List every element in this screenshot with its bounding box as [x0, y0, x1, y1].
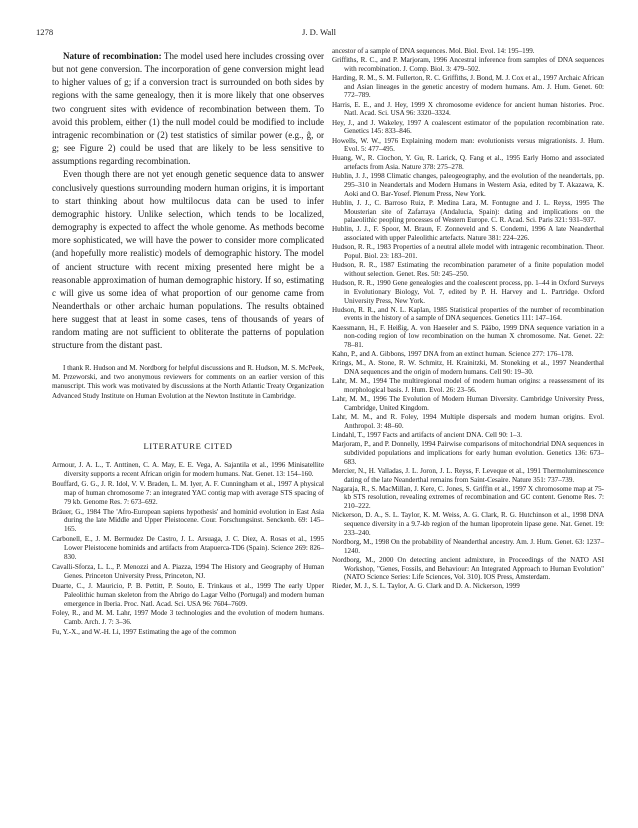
- reference-entry: Duarte, C., J. Mauricio, P. B. Pettitt, P. Souto, E. Trinkaus et al., 1999 The early Upper Paleolithic human skeleton from the Abrigo do Lagar Velho (Portugal) and modern human emergence in Iberia. Proc. Natl. Acad. Sci. USA 96: 7604–7609.: [52, 581, 324, 608]
- reference-entry: Fu, Y.-X., and W.-H. Li, 1997 Estimating the age of the common: [52, 628, 237, 637]
- reference-entry: Lindahl, T., 1997 Facts and artifacts of ancient DNA. Cell 90: 1–3.: [332, 431, 523, 440]
- reference-entry: Bouffard, G. G., J. R. Idol, V. V. Braden, L. M. Iyer, A. F. Cunningham et al., 1997 A physical map of human chromosome 7: an integrated YAC contig map with average STS spacing of 79 kb. Genome Res. 7: 673–692.: [52, 479, 324, 506]
- reference-entry: Foley, R., and M. M. Lahr, 1997 Mode 3 technologies and the evolution of modern humans. Camb. Arch. J. 7: 3–36.: [52, 609, 324, 627]
- reference-list-right: [332, 47, 604, 591]
- reference-entry: Hublin, J. J., F. Spoor, M. Braun, F. Zonneveld and S. Condemi, 1996 A late Neanderthal associated with upper Paleolithic artefacts. Nature 381: 224–226.: [332, 225, 604, 243]
- reference-entry: Howells, W. W., 1976 Explaining modern man: evolutionists versus migrationists. J. Hum. Evol. 5: 477–495.: [332, 136, 604, 154]
- reference-entry: Harris, E. E., and J. Hey, 1999 X chromosome evidence for ancient human histories. Proc. Natl. Acad. Sci. USA 96: 3320–3324.: [332, 100, 604, 118]
- reference-entry: Nagaraja, R., S. MacMillan, J. Kere, C. Jones, S. Griffin et al., 1997 X chromosome map at 75-kb STS resolution, revealing extremes of recombination and GC content. Genome Res. 7: 210–222.: [332, 484, 604, 511]
- literature-cited-heading: LITERATURE CITED: [143, 440, 233, 451]
- reference-entry: Mercier, N., H. Valladas, J. L. Joron, J. L. Reyss, F. Leveque et al., 1991 Thermoluminescence dating of the late Neanderthal remains from Saint-Cesaire. Nature 351: 737–739.: [332, 466, 604, 484]
- reference-entry: Hudson, R. R., 1990 Gene genealogies and the coalescent process, pp. 1–44 in Oxford Surveys in Evolutionary Biology, Vol. 7, edited by P. H. Harvey and L. Partridge. Oxford University Press, New York.: [332, 279, 604, 305]
- reference-entry: Harding, R. M., S. M. Fullerton, R. C. Griffiths, J. Bond, M. J. Cox et al., 1997 Archaic African and Asian lineages in the genetic ancestry of modern humans. Am. J. Hum. Genet. 60: 772–789.: [332, 74, 604, 100]
- reference-entry: Lahr, M. M., 1996 The Evolution of Modern Human Diversity. Cambridge University Press, Cambridge, United Kingdom.: [332, 395, 604, 412]
- paragraph-recombination-text: The model used here includes crossing over but not gene conversion. The incorporation of gene conversion might lead to higher values of g; if a conversion tract is surrounded on both sides by regions with the same genealogy, then it is more likely that one observes two congruent sites with evidence of recombination between them. To avoid this problem, either (1) the null model could be modified to include intragenic recombination or (2) test statistics of similar power (e.g., ĝ, or g; see Figure 2) could be used that are likely to be less sensitive to assumptions regarding recombination.: [52, 51, 325, 167]
- right-column: [332, 47, 604, 592]
- reference-entry: Nordborg, M., 1998 On the probability of Neanderthal ancestry. Am. J. Hum. Genet. 63: 1237–1240.: [332, 537, 604, 555]
- running-head-author: J. D. Wall: [301, 27, 336, 37]
- page-number: 1278: [36, 27, 54, 37]
- paragraph-multilocus: Even though there are not yet enough genetic sequence data to answer conclusively questions surrounding modern human origins, it is important to start thinking about how multilocus data can be used to infer demographic history. Unlike selection, which tends to be localized, demography is expected to affect the whole genome. As methods become more sophisticated, we will have the power to consider more complicated (and hopefully more realistic) models of demographic history. The model of ancient structure with recent mixing presented here might be a reasonable approximation of human demographic history. If so, estimating c will give us some idea of what proportion of our genome came from Neanderthals or other archaic human populations. The results obtained here suggest that at least in some cases, tens of thousands of years of random mating are not sufficient to obliterate the patterns of population structure from the distant past.: [52, 169, 324, 351]
- reference-entry: Carbonell, E., J. M. Bermudez De Castro, J. L. Arsuaga, J. C. Diez, A. Rosas et al., 1995 Lower Pleistocene hominids and artifacts from Atapuerca-TD6 (Spain). Science 269: 826–830.: [52, 535, 324, 562]
- reference-entry: Cavalli-Sforza, L. L., P. Menozzi and A. Piazza, 1994 The History and Geography of Human Genes. Princeton University Press, Princeton, NJ.: [52, 562, 324, 580]
- reference-entry: Griffiths, R. C., and P. Marjoram, 1996 Ancestral inference from samples of DNA sequences with recombination. J. Comp. Biol. 3: 479–502.: [332, 56, 604, 73]
- section-lead-recombination: Nature of recombination:: [63, 51, 162, 61]
- acknowledgments: I thank R. Hudson and M. Nordborg for helpful discussions and R. Hudson, M. S. McPeek, M. Przeworski, and two anonymous reviewers for comments on an earlier version of this manuscript. This work was motivated by discussions at the North Atlantic Treaty Organization Advanced Study Institute on Human Evolution at the Newton Institute in Cambridge.: [52, 363, 324, 400]
- reference-entry: Hudson, R. R., 1983 Properties of a neutral allele model with intragenic recombination. Theor. Popul. Biol. 23: 183–201.: [332, 243, 604, 261]
- reference-entry: Hublin, J. J., C. Barroso Ruiz, P. Medina Lara, M. Fontugne and J. L. Reyss, 1995 The Mousterian site of Zafarraya (Andalucia, Spain): dating and implications on the palaeolithic peopling processes of Western Europe. C. R. Acad. Sci. Paris 321: 931–937.: [332, 198, 604, 225]
- reference-entry: Kaessmann, H., F. Heißig, A. von Haeseler and S. Pääbo, 1999 DNA sequence variation in a non-coding region of low recombination on the human X chromosome. Nat. Genet. 22: 78–81.: [332, 323, 604, 349]
- reference-entry: Lahr, M. M., 1994 The multiregional model of modern human origins: a reassessment of its morphological basis. J. Hum. Evol. 26: 23–56.: [332, 377, 604, 395]
- reference-entry: Kahn, P., and A. Gibbons, 1997 DNA from an extinct human. Science 277: 176–178.: [332, 350, 574, 359]
- reference-entry: Nickerson, D. A., S. L. Taylor, K. M. Weiss, A. G. Clark, R. G. Hutchinson et al., 1998 DNA sequence diversity in a 9.7-kb region of the human lipoprotein lipase gene. Nat. Genet. 19: 233–240.: [332, 511, 604, 537]
- reference-entry: Bräuer, G., 1984 The 'Afro-European sapiens hypothesis' and hominid evolution in East Asia during the late Middle and Upper Pleistocene. Cour. Forschungsinst. Senckenb. 69: 145–165.: [52, 507, 324, 534]
- reference-entry: Krings, M., A. Stone, R. W. Schmitz, H. Krainitzki, M. Stoneking et al., 1997 Neanderthal DNA sequences and the origin of modern humans. Cell 90: 19–30.: [332, 359, 604, 377]
- reference-entry: Hudson, R. R., and N. L. Kaplan, 1985 Statistical properties of the number of recombination events in the history of a sample of DNA sequences. Genetics 111: 147–164.: [332, 305, 604, 323]
- reference-entry: Rieder, M. J., S. L. Taylor, A. G. Clark and D. A. Nickerson, 1999: [332, 582, 520, 591]
- reference-list-left: [52, 461, 324, 637]
- reference-entry: Marjoram, P., and P. Donnelly, 1994 Pairwise comparisons of mitochondrial DNA sequences in subdivided populations and implications for early human evolution. Genetics 136: 673–683.: [332, 440, 604, 466]
- reference-entry: ancestor of a sample of DNA sequences. Mol. Biol. Evol. 14: 195–199.: [332, 47, 535, 55]
- reference-entry: Hey, J., and J. Wakeley, 1997 A coalescent estimator of the population recombination rate. Genetics 145: 833–846.: [332, 118, 604, 136]
- reference-entry: Armour, J. A. L., T. Anttinen, C. A. May, E. E. Vega, A. Sajantila et al., 1996 Minisatellite diversity supports a recent African origin for modern humans. Nat. Genet. 13: 154–160.: [52, 460, 324, 478]
- left-column: [52, 50, 324, 638]
- reference-entry: Hublin, J. J., 1998 Climatic changes, paleogeography, and the evolution of the neandertals, pp. 295–310 in Neandertals and Modern Humans in Western Asia, edited by T. Akazawa, K. Aoki and O. Bar-Yosef. Plenum Press, New York.: [332, 172, 604, 198]
- paragraph-recombination: [52, 50, 324, 168]
- reference-entry: Hudson, R. R., 1987 Estimating the recombination parameter of a finite population model without selection. Genet. Res. 50: 245–250.: [332, 261, 604, 278]
- reference-entry: Lahr, M. M., and R. Foley, 1994 Multiple dispersals and modern human origins. Evol. Anthropol. 3: 48–60.: [332, 413, 604, 430]
- reference-entry: Nordborg, M., 2000 On detecting ancient admixture, in Proceedings of the NATO ASI Workshop, "Genes, Fossils, and Behaviour: An Integrated Approach to Human Evolution" (NATO Science Series: Life Sciences, Vol. 310). IOS Press, Amsterdam.: [332, 555, 604, 582]
- reference-entry: Huang, W., R. Ciochon, Y. Gu, R. Larick, Q. Fang et al., 1995 Early Homo and associated artefacts from Asia. Nature 378: 275–278.: [332, 154, 604, 172]
